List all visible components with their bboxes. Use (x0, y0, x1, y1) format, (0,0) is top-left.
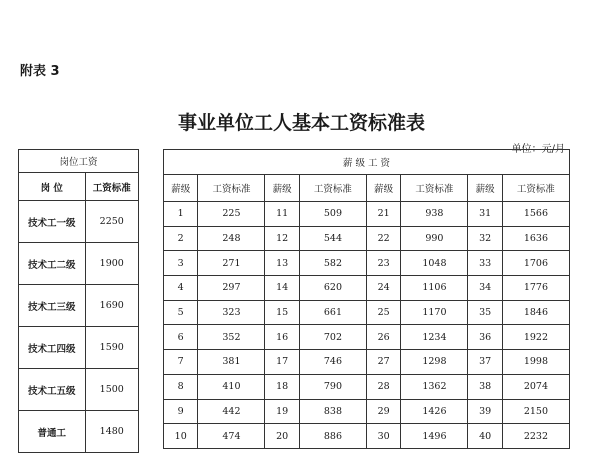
grade-cell: 22 (366, 226, 400, 251)
post-wage: 1690 (85, 285, 139, 327)
wage-cell: 990 (401, 226, 468, 251)
wage-cell: 1106 (401, 276, 468, 301)
post-name: 技术工四级 (19, 327, 86, 369)
table-row (19, 411, 139, 453)
wage-cell: 790 (299, 374, 366, 399)
wage-cell: 582 (299, 251, 366, 276)
table-row (19, 369, 139, 411)
table-row (164, 202, 570, 227)
grade-cell: 15 (265, 300, 299, 325)
grade-cell: 23 (366, 251, 400, 276)
grade-cell: 13 (265, 251, 299, 276)
grade-cell: 34 (468, 276, 502, 301)
wage-cell: 1170 (401, 300, 468, 325)
grade-cell: 35 (468, 300, 502, 325)
table-row (19, 201, 139, 243)
wage-cell: 323 (198, 300, 265, 325)
wage-cell: 661 (299, 300, 366, 325)
post-name: 技术工三级 (19, 285, 86, 327)
post-wage: 1480 (85, 411, 139, 453)
grade-cell: 40 (468, 424, 502, 449)
grade-cell: 27 (366, 350, 400, 375)
grade-cell: 19 (265, 399, 299, 424)
grade-cell: 3 (164, 251, 198, 276)
wage-cell: 1776 (502, 276, 569, 301)
table-row (19, 327, 139, 369)
wage-cell: 1496 (401, 424, 468, 449)
grade-cell: 6 (164, 325, 198, 350)
salary-grade-table (163, 149, 570, 449)
grade-cell: 30 (366, 424, 400, 449)
grade-cell: 4 (164, 276, 198, 301)
table-row (19, 285, 139, 327)
wage-cell: 1846 (502, 300, 569, 325)
grade-cell: 26 (366, 325, 400, 350)
wage-cell: 2232 (502, 424, 569, 449)
grade-cell: 18 (265, 374, 299, 399)
grade-cell: 5 (164, 300, 198, 325)
grade-cell: 11 (265, 202, 299, 227)
grade-header: 薪级 (164, 175, 198, 202)
post-wage: 1900 (85, 243, 139, 285)
grade-cell: 29 (366, 399, 400, 424)
salary-header-row (164, 175, 570, 202)
salary-table-body (164, 202, 570, 449)
appendix-label: 附表 3 (20, 64, 60, 79)
wage-cell: 938 (401, 202, 468, 227)
post-wage: 2250 (85, 201, 139, 243)
wage-cell: 248 (198, 226, 265, 251)
post-name: 技术工一级 (19, 201, 86, 243)
wage-cell: 1706 (502, 251, 569, 276)
table-row (164, 325, 570, 350)
post-name: 普通工 (19, 411, 86, 453)
grade-cell: 20 (265, 424, 299, 449)
table-row (164, 300, 570, 325)
grade-cell: 8 (164, 374, 198, 399)
wage-cell: 886 (299, 424, 366, 449)
wage-cell: 702 (299, 325, 366, 350)
wage-cell: 442 (198, 399, 265, 424)
position-wage-table (18, 149, 139, 453)
grade-cell: 24 (366, 276, 400, 301)
grade-cell: 17 (265, 350, 299, 375)
wage-cell: 1566 (502, 202, 569, 227)
wage-cell: 620 (299, 276, 366, 301)
grade-cell: 32 (468, 226, 502, 251)
grade-cell: 12 (265, 226, 299, 251)
grade-cell: 9 (164, 399, 198, 424)
grade-cell: 14 (265, 276, 299, 301)
salary-table-caption: 薪 级 工 资 (164, 150, 570, 175)
wage-cell: 1298 (401, 350, 468, 375)
post-name: 技术工五级 (19, 369, 86, 411)
table-row (164, 251, 570, 276)
wage-cell: 1362 (401, 374, 468, 399)
grade-cell: 28 (366, 374, 400, 399)
unit-label: 单位：元/月 (511, 144, 565, 155)
post-wage: 1590 (85, 327, 139, 369)
wage-cell: 410 (198, 374, 265, 399)
post-wage: 1500 (85, 369, 139, 411)
table-row (164, 424, 570, 449)
grade-cell: 25 (366, 300, 400, 325)
wage-header: 工资标准 (198, 175, 265, 202)
grade-cell: 33 (468, 251, 502, 276)
wage-cell: 474 (198, 424, 265, 449)
grade-cell: 1 (164, 202, 198, 227)
wage-cell: 1426 (401, 399, 468, 424)
table-row (164, 350, 570, 375)
wage-cell: 271 (198, 251, 265, 276)
grade-cell: 36 (468, 325, 502, 350)
wage-cell: 1998 (502, 350, 569, 375)
wage-header: 工资标准 (401, 175, 468, 202)
grade-cell: 21 (366, 202, 400, 227)
wage-cell: 1922 (502, 325, 569, 350)
wage-cell: 1636 (502, 226, 569, 251)
grade-cell: 38 (468, 374, 502, 399)
grade-cell: 37 (468, 350, 502, 375)
wage-cell: 381 (198, 350, 265, 375)
wage-cell: 509 (299, 202, 366, 227)
wage-header: 工资标准 (299, 175, 366, 202)
grade-cell: 10 (164, 424, 198, 449)
position-header-post: 岗 位 (19, 173, 86, 201)
page-title: 事业单位工人基本工资标准表 (177, 112, 425, 134)
grade-cell: 16 (265, 325, 299, 350)
table-row (19, 243, 139, 285)
grade-cell: 31 (468, 202, 502, 227)
wage-cell: 2074 (502, 374, 569, 399)
table-row (164, 226, 570, 251)
wage-cell: 1234 (401, 325, 468, 350)
wage-cell: 1048 (401, 251, 468, 276)
wage-cell: 225 (198, 202, 265, 227)
position-header-wage: 工资标准 (85, 173, 139, 201)
wage-header: 工资标准 (502, 175, 569, 202)
wage-cell: 746 (299, 350, 366, 375)
wage-cell: 352 (198, 325, 265, 350)
grade-header: 薪级 (468, 175, 502, 202)
position-table-caption: 岗位工资 (19, 150, 139, 173)
grade-header: 薪级 (366, 175, 400, 202)
table-row (164, 276, 570, 301)
grade-cell: 39 (468, 399, 502, 424)
post-name: 技术工二级 (19, 243, 86, 285)
wage-cell: 2150 (502, 399, 569, 424)
table-row (164, 374, 570, 399)
grade-cell: 7 (164, 350, 198, 375)
grade-header: 薪级 (265, 175, 299, 202)
wage-cell: 838 (299, 399, 366, 424)
wage-cell: 544 (299, 226, 366, 251)
table-row (164, 399, 570, 424)
grade-cell: 2 (164, 226, 198, 251)
wage-cell: 297 (198, 276, 265, 301)
